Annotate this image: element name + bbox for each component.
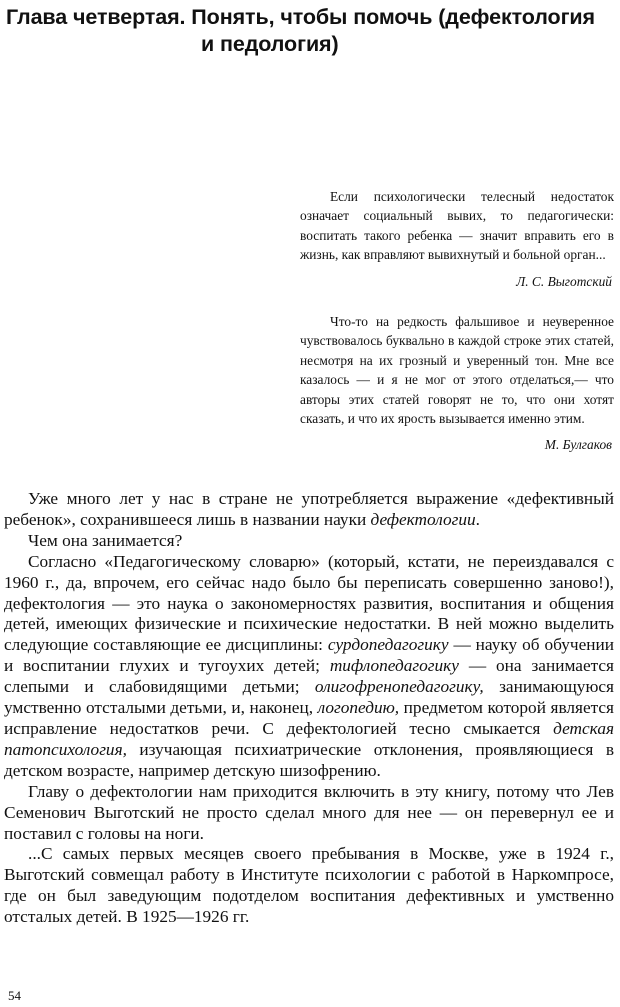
epigraph-vygotsky — [300, 187, 614, 291]
text-run: занимающуюся умственно отсталыми детьми, и, наконец, — [4, 677, 614, 718]
chapter-title-line1: Глава четвертая. Понять, чтобы помочь (дефектология — [6, 5, 595, 29]
body-paragraph — [4, 489, 614, 531]
text-run: Чем она занимается? — [28, 530, 183, 550]
text-run: — науку об обучении и воспитании глухих и тугоухих детей; — [4, 635, 614, 676]
text-run: изучающая психиатрические отклонения, проявляющиеся в детском возрасте, например детскую шизофрению. — [4, 739, 614, 780]
epigraph-author: М. Булгаков — [544, 437, 612, 453]
chapter-title-line2: и педология) — [201, 32, 339, 56]
text-run: ...С самых первых месяцев своего пребывания в Москве, уже в 1924 г., Выготский совмещал работу в Институте психологии с работой в Наркомпросе, где он был заведующим подотделом воспитания дефективных и умственно отсталых детей. В 1925—1926 гг. — [4, 844, 614, 927]
italic-term: сурдопедагогику — [327, 635, 449, 655]
epigraph-bulgakov — [300, 312, 614, 455]
text-run: Главу о дефектологии нам приходится включить в эту книгу, потому что Лев Семенович Выготский не просто сделал много для нее — он перевернул ее и поставил с головы на ноги. — [4, 781, 614, 843]
italic-term: детская патопсихология, — [4, 718, 614, 759]
text-run: . — [475, 509, 480, 529]
body-paragraph — [4, 782, 614, 845]
text-run: Согласно «Педагогическому словарю» (который, кстати, не переиздавался с 1960 г., да, впрочем, его сейчас надо было бы переписать совершенно заново!), дефектология — это наука о закономерностях развития, воспитания и общения детей, имеющих физические и психические недостатки. В ней можно выделить следующие составляющие ее дисциплины: — [4, 551, 614, 655]
text-run: предметом которой является исправление недостатков речи. С дефектологией тесно смыкается — [4, 698, 615, 738]
chapter-title — [6, 4, 614, 58]
epigraph-author: Л. С. Выготский — [516, 273, 612, 289]
page-number: 54 — [8, 988, 21, 1003]
text-run: Уже много лет у нас в стране не употребляется выражение «дефективный ребенок», сохранившееся лишь в названии науки — [4, 489, 614, 529]
italic-term: олигофренопедагогику, — [314, 677, 484, 697]
italic-term: дефектологии — [370, 509, 476, 529]
epigraph-text: Если психологически телесный недостаток означает социальный вывих, то педагогически: воспитать такого ребенка — значит вправить его в жизнь, как вправляют вывихнутый и больной орган... — [300, 189, 614, 263]
body-paragraph — [4, 531, 614, 552]
italic-term: тифлопедагогику — [329, 656, 459, 676]
italic-term: логопедию, — [317, 698, 400, 718]
text-run: — она занимается слепыми и слабовидящими детьми; — [4, 656, 614, 697]
body-text — [4, 489, 614, 928]
body-paragraph — [4, 552, 614, 782]
epigraph-text: Что-то на редкость фальшивое и неуверенное чувствовалось буквально в каждой строке этих статей, несмотря на их грозный и уверенный тон. Мне все казалось — и я не мог от этого отделаться,— что авторы этих статей говорят не то, что они хотят сказать, и что их ярость вызывается именно этим. — [300, 314, 614, 427]
body-paragraph — [4, 844, 614, 928]
